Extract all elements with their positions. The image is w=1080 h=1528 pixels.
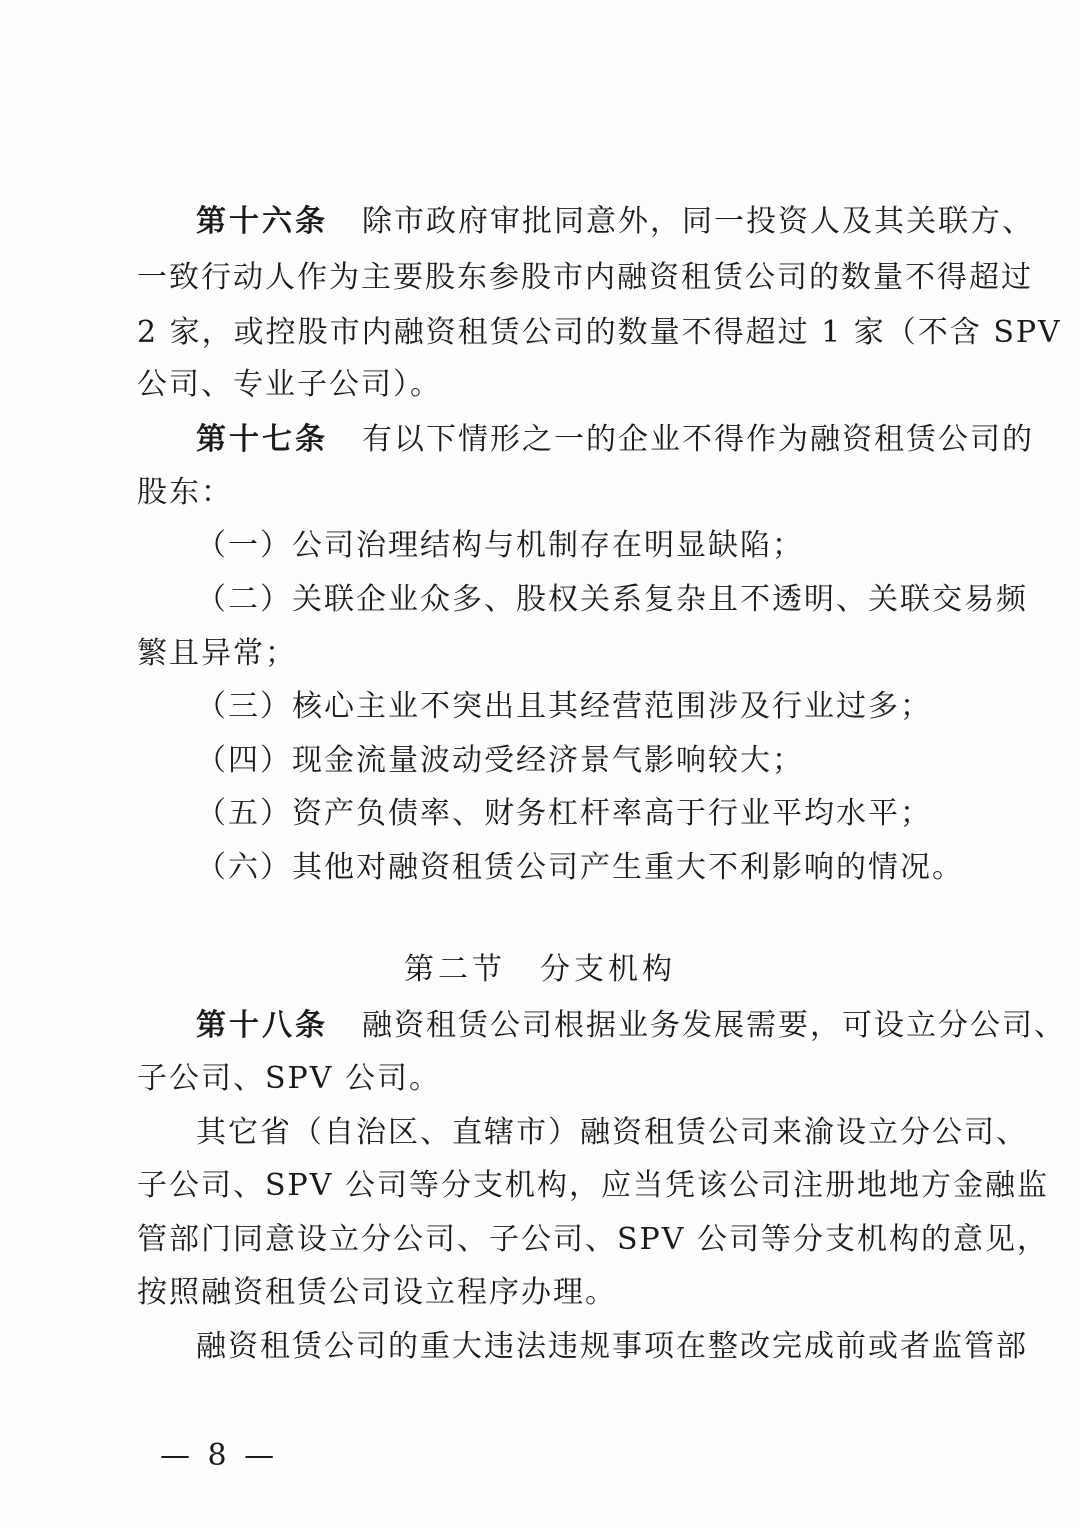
article-16-text-3: 2 家，或控股市内融资租赁公司的数量不得超过 1 家（不含 SPV [137,315,1062,350]
article-18-para-2-line-2 [0,1162,1080,1210]
article-18-text-1: 融资租赁公司根据业务发展需要，可设立分公司、 [362,1008,1066,1043]
list-item-1: （一）公司治理结构与机制存在明显缺陷； [196,528,804,563]
list-item-4: （四）现金流量波动受经济景气影响较大； [196,743,804,778]
article-18-para-2-text-2: 子公司、SPV 公司等分支机构，应当凭该公司注册地地方金融监 [137,1168,1049,1203]
article-17-line-2 [0,469,1080,517]
article-18-para-2-line-4 [0,1269,1080,1317]
article-18-text-2: 子公司、SPV 公司。 [137,1061,441,1096]
list-item [0,844,1080,892]
article-17-heading: 第十七条 [196,422,328,457]
article-18-heading: 第十八条 [196,1008,328,1043]
list-item [0,737,1080,785]
list-item [0,576,1080,624]
article-16-line-1 [0,198,1080,246]
list-item-3: （三）核心主业不突出且其经营范围涉及行业过多； [196,689,932,724]
article-18-para-3-text-1: 融资租赁公司的重大违法违规事项在整改完成前或者监管部 [196,1329,1028,1364]
list-item-6: （六）其他对融资租赁公司产生重大不利影响的情况。 [196,850,964,885]
list-item [0,683,1080,731]
article-18-para-2-text-1: 其它省（自治区、直辖市）融资租赁公司来渝设立分公司、 [196,1115,1028,1150]
article-16-line-4 [0,361,1080,409]
section-heading [0,946,1080,994]
article-17-line-1 [0,416,1080,464]
article-18-para-2-text-4: 按照融资租赁公司设立程序办理。 [137,1275,617,1310]
list-item-5: （五）资产负债率、财务杠杆率高于行业平均水平； [196,796,932,831]
page-number: — 8 — [160,1438,279,1473]
article-18-line-2 [0,1055,1080,1103]
section-title: 分支机构 [540,952,676,987]
article-18-line-1 [0,1002,1080,1050]
article-18-para-3-line-1 [0,1323,1080,1371]
article-16-text-1: 除市政府审批同意外，同一投资人及其关联方、 [362,204,1034,239]
article-17-text-1: 有以下情形之一的企业不得作为融资租赁公司的 [362,422,1034,457]
section-number: 第二节 [404,952,506,987]
article-16-text-2: 一致行动人作为主要股东参股市内融资租赁公司的数量不得超过 [137,260,1033,295]
article-18-para-2-line-3 [0,1216,1080,1264]
article-18-para-2-line-1 [0,1109,1080,1157]
list-item-continuation [0,630,1080,678]
article-17-text-2: 股东： [137,475,233,510]
article-16-text-4: 公司、专业子公司）。 [137,367,442,402]
list-item-2: （二）关联企业众多、股权关系复杂且不透明、关联交易频 [196,582,1028,617]
article-16-line-2 [0,254,1080,302]
list-item [0,790,1080,838]
list-item-2-cont: 繁且异常； [137,636,297,671]
article-16-line-3 [0,309,1080,357]
article-16-heading: 第十六条 [196,204,328,239]
article-18-para-2-text-3: 管部门同意设立分公司、子公司、SPV 公司等分支机构的意见， [137,1222,1049,1257]
list-item [0,522,1080,570]
